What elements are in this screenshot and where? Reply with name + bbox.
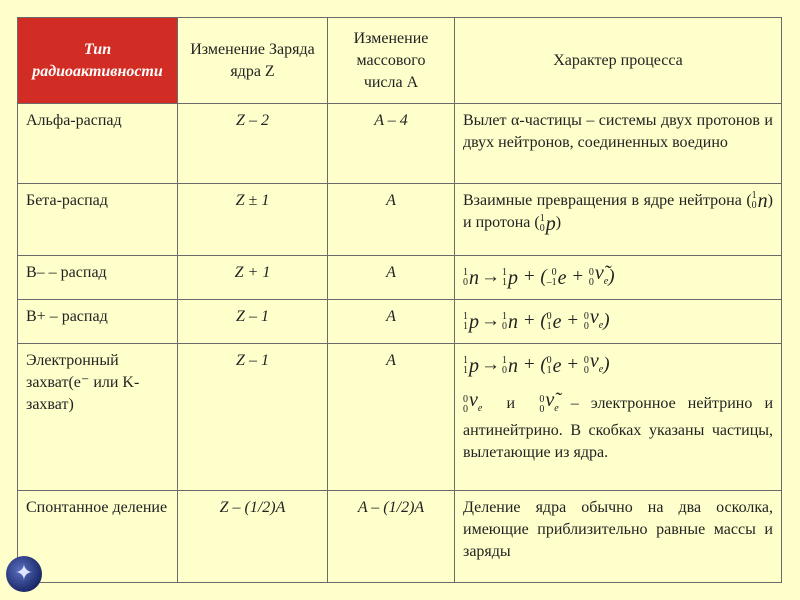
beta-plus-formula [455,300,782,344]
decay-type: Бета-распад [18,184,178,256]
decay-type: Электронный захват(e⁻ или K-захват) [18,344,178,490]
charge-change: Z ± 1 [178,184,328,256]
mass-change: A [328,184,455,256]
header-type: Тип радиоактивности [18,18,178,104]
header-mass: Изменение массового числа A [328,18,455,104]
decay-type: Альфа-распад [18,104,178,184]
decay-type: B– – распад [18,256,178,300]
process-description: Деление ядра обычно на два осколка, имеющие приблизительно равные массы и заряды [455,490,782,582]
table-row [18,490,782,582]
charge-change: Z + 1 [178,256,328,300]
radioactivity-table [17,17,782,583]
mass-change: A [328,256,455,300]
table-row [18,344,782,490]
atom-logo-icon: ✦ [6,556,42,592]
neutron-symbol: 1 0 n [751,190,768,213]
mass-change: A [328,300,455,344]
neutrino-symbol: 0 0 $\nu_e$ [463,389,483,415]
mass-change: A [328,344,455,490]
table-row [18,300,782,344]
table-row [18,104,782,184]
proton-symbol: 1 0 p [539,212,556,235]
charge-change: Z – 2 [178,104,328,184]
decay-type: Спонтанное деление [18,490,178,582]
table-row [18,256,782,300]
mass-change: A – 4 [328,104,455,184]
charge-change: Z – (1/2)A [178,490,328,582]
nuclear-equation: 1 0 n → 1 1 p + ( 0 –1 e + 0 0 $\nũ_e$ ) [463,262,615,289]
nuclear-equation: 1 1 p → 1 0 n + ( 0 1 e + 0 0 $\nu_e$ ) [463,306,610,333]
antineutrino-symbol: 0 0 $\nũ_e$ [539,389,559,415]
header-charge: Изменение Заряда ядра Z [178,18,328,104]
table-row [18,184,782,256]
decay-type: B+ – распад [18,300,178,344]
electron-capture-description: 1 1 p → 1 0 n + ( 0 1 e + 0 0 $\nu_e$ ) 0 0 $\nu_e$ и 0 0 $\nũ_e$ – электронное нейтрино и антинейтрино. В скобках указаны частицы, вылетающие из ядра. [455,344,782,490]
charge-change: Z – 1 [178,344,328,490]
charge-change: Z – 1 [178,300,328,344]
process-description: Взаимные превращения в ядре нейтрона ( 1 0 n ) и протона ( 1 0 p ) [455,184,782,256]
beta-minus-formula [455,256,782,300]
process-description: Вылет α-частицы – системы двух протонов и двух нейтронов, соединенных воедино [455,104,782,184]
header-process: Характер процесса [455,18,782,104]
nuclear-equation: 1 1 p → 1 0 n + ( 0 1 e + 0 0 $\nu_e$ ) [463,350,610,377]
mass-change: A – (1/2)A [328,490,455,582]
